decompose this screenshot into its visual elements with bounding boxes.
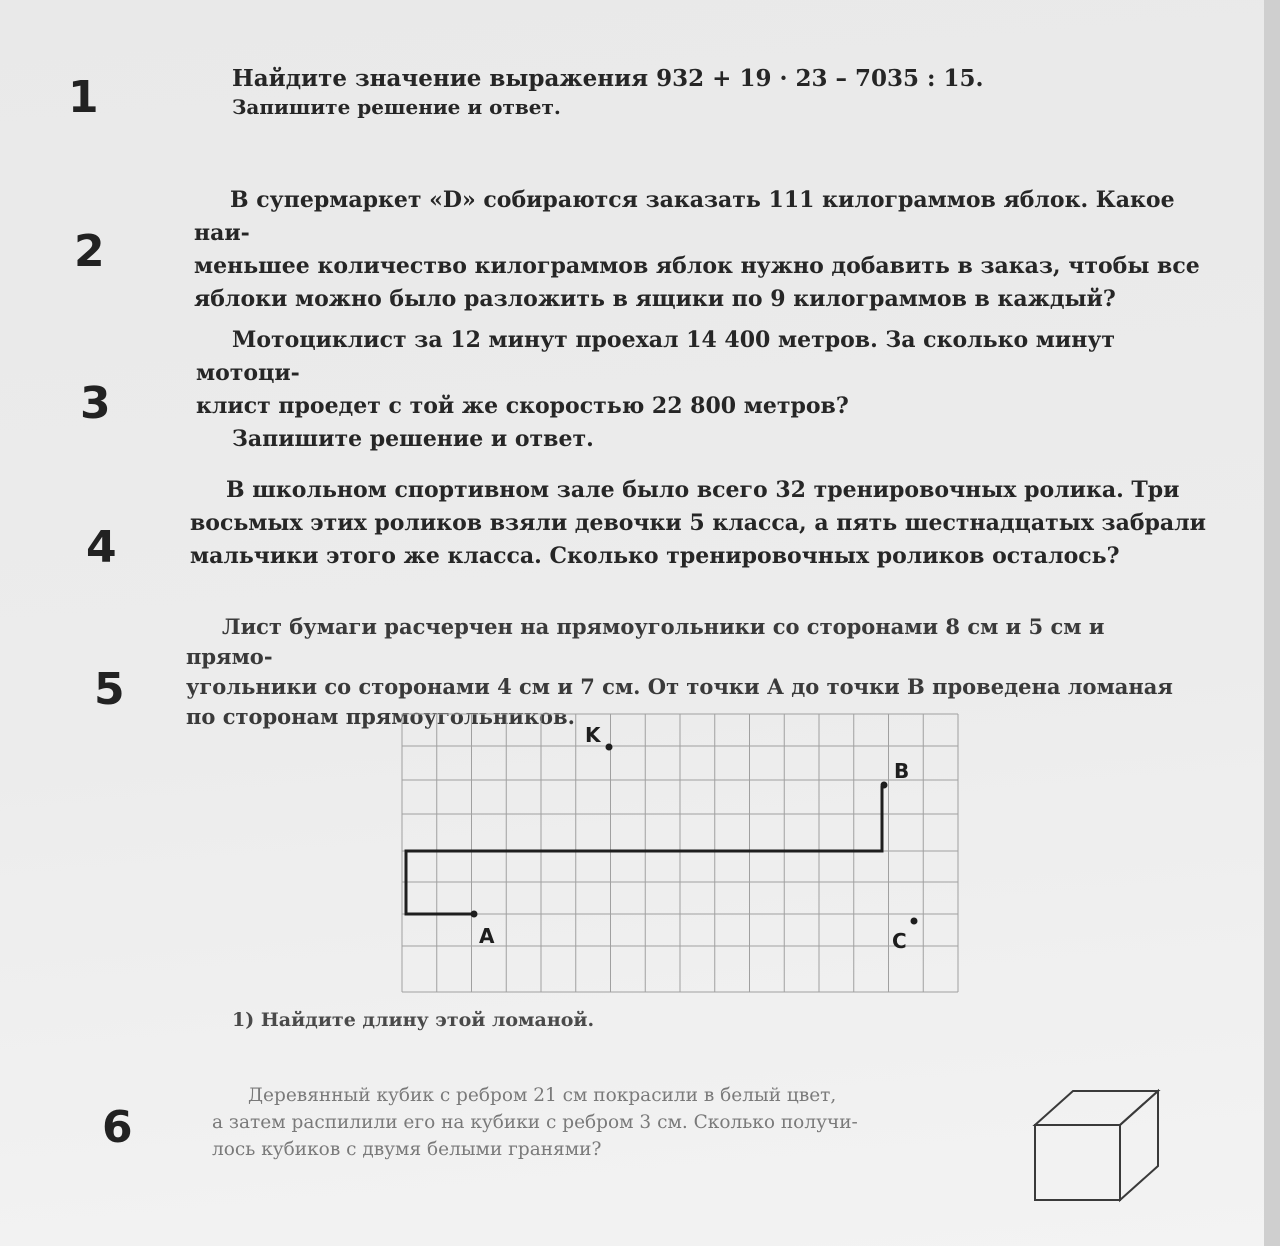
task-line: угольники со сторонами 4 см и 7 см. От точки А до точки В проведена ломаная: [186, 674, 1173, 699]
task-line: В школьном спортивном зале было всего 32 тренировочных ролика. Три: [226, 477, 1180, 503]
point-k: [606, 744, 613, 751]
task-line: по сторонам прямоугольников.: [186, 704, 575, 729]
task-line: мальчики этого же класса. Сколько тренировочных роликов осталось?: [190, 543, 1120, 569]
task-line: а затем распилили его на кубики с ребром 3 см. Сколько получи-: [212, 1112, 858, 1133]
task-line: Запишите решение и ответ.: [232, 426, 594, 452]
label-a: A: [479, 924, 495, 948]
task-6-text: [212, 1082, 1002, 1163]
task-line: В супермаркет «D» собираются заказать 111 килограммов яблок. Какое наи-: [194, 187, 1175, 246]
task-1-number: 1: [68, 72, 99, 123]
point-c: [911, 918, 918, 925]
task-line: Лист бумаги расчерчен на прямоугольники со сторонами 8 см и 5 см и прямо-: [186, 614, 1105, 669]
grid-figure: [398, 710, 962, 996]
task-3-number: 3: [80, 378, 111, 429]
task-line: лось кубиков с двумя белыми гранями?: [212, 1139, 602, 1160]
task-4-text: [190, 474, 1210, 573]
point-b: [881, 782, 888, 789]
task-line: клист проедет с той же скоростью 22 800 метров?: [196, 393, 849, 419]
task-5-number: 5: [94, 664, 125, 715]
label-b: B: [894, 759, 910, 783]
task-line: Мотоциклист за 12 минут проехал 14 400 метров. За сколько минут мотоци-: [196, 327, 1116, 386]
task-line: восьмых этих роликов взяли девочки 5 класса, а пять шестнадцатых забрали: [190, 510, 1206, 536]
label-k: K: [585, 723, 601, 747]
task-4-number: 4: [86, 522, 117, 573]
task-2-text: [194, 184, 1234, 316]
task-line: Запишите решение и ответ.: [232, 95, 561, 119]
point-a: [471, 911, 478, 918]
page-edge: [1264, 0, 1280, 1246]
cube-icon: [1030, 1088, 1164, 1206]
grid-lines: [402, 714, 958, 992]
task-2-number: 2: [74, 226, 105, 277]
task-3-text: [196, 324, 1226, 456]
task-1-text: [232, 62, 984, 124]
broken-line-a-b: [406, 786, 882, 914]
task-line: яблоки можно было разложить в ящики по 9 килограммов в каждый?: [194, 286, 1116, 312]
task-line: Деревянный кубик с ребром 21 см покрасили в белый цвет,: [248, 1085, 837, 1106]
task-6-number: 6: [102, 1102, 133, 1153]
task-line: меньшее количество килограммов яблок нужно добавить в заказ, чтобы все: [194, 253, 1200, 279]
label-c: C: [892, 929, 907, 953]
task-5-question: 1) Найдите длину этой ломаной.: [232, 1009, 595, 1031]
task-line: Найдите значение выражения 932 + 19 · 23 – 7035 : 15.: [232, 65, 984, 92]
